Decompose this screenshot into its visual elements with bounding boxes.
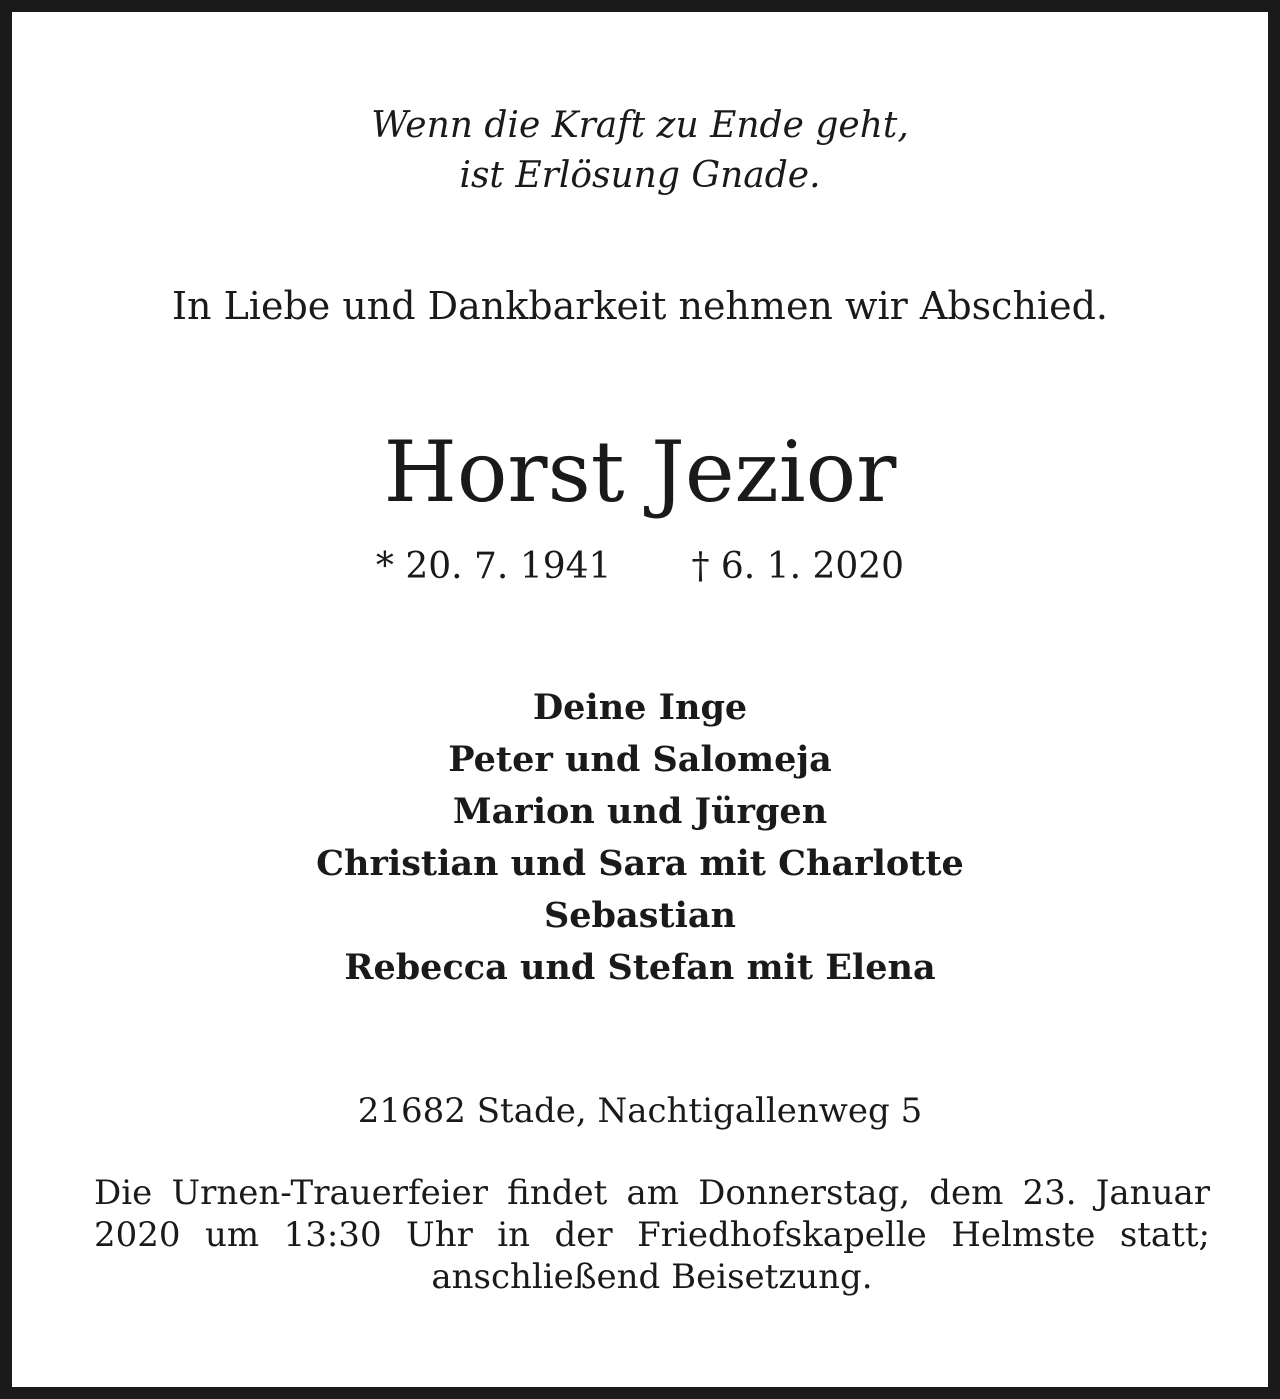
mourner-name: Peter und Salomeja [448,739,832,780]
motto-line-2: ist Erlösung Gnade. [459,155,821,196]
mourner-name: Sebastian [544,895,736,936]
intro-text: In Liebe und Dankbarkeit nehmen wir Abschied. [172,284,1108,328]
life-dates [24,544,1256,590]
mourner-name: Deine Inge [532,687,748,728]
motto-line-1: Wenn die Kraft zu Ende geht, [371,105,909,146]
death-date: † 6. 1. 2020 [691,546,905,587]
mourner-name: Marion und Jürgen [452,791,828,832]
birth-date: * 20. 7. 1941 [375,546,612,587]
address: 21682 Stade, Nachtigallenweg 5 [357,1091,923,1131]
deceased-name: Horst Jezior [383,423,897,521]
mourner-name: Christian und Sara mit Charlotte [316,843,964,884]
funeral-notice: Die Urnen-Trauerfeier findet am Donnerstag, dem 23. Januar 2020 um 13:30 Uhr in der Friedhofskapelle Helmste statt; anschließend Beisetzung. [94,1173,1210,1297]
mourner-name: Rebecca und Stefan mit Elena [344,947,936,988]
